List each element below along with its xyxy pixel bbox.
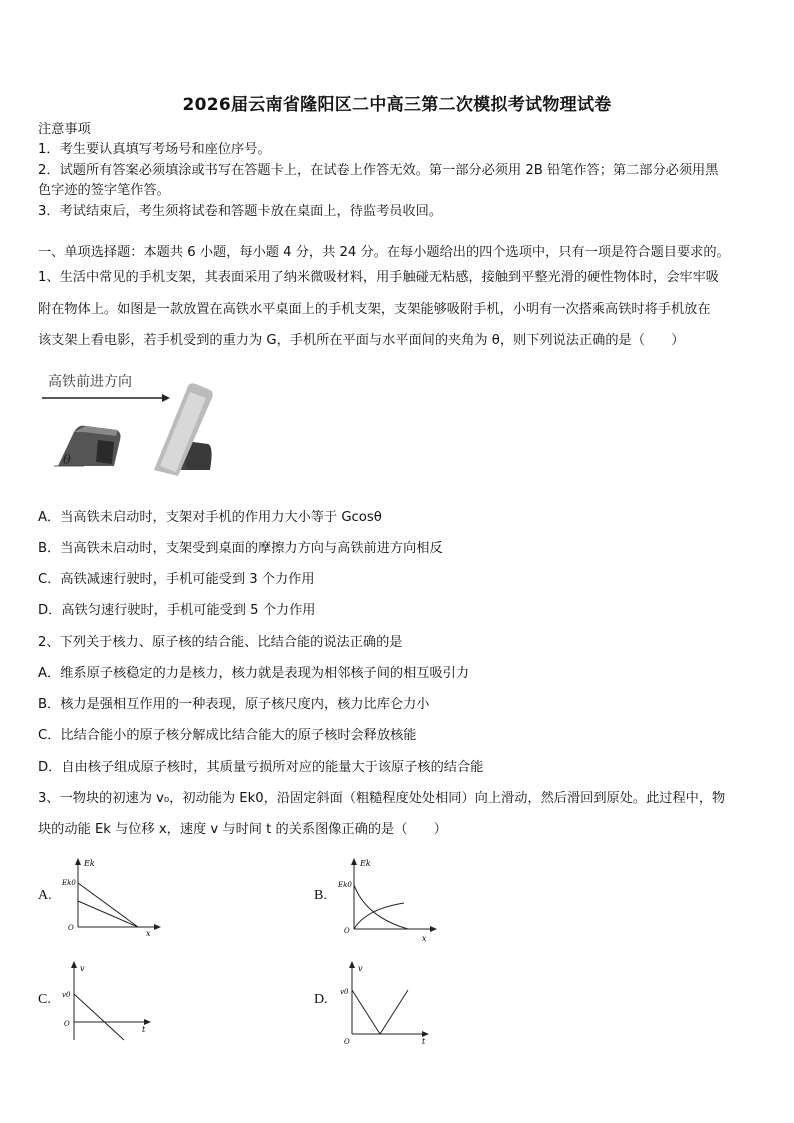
graph-d [336,960,436,1048]
q1-option-b: B．当高铁未启动时，支架受到桌面的摩擦力方向与高铁前进方向相反 [38,541,443,556]
graph-c [60,960,160,1042]
origin-label: O [68,924,74,932]
x-axis-label: t [142,1025,146,1034]
phone-holder-figure [38,370,218,478]
y0-label: Ek0 [62,879,76,887]
q2-option-d: D．自由核子组成原子核时，其质量亏损所对应的能量大于该原子核的结合能 [38,760,484,775]
notice-item: 2．试题所有答案必须填涂或书写在答题卡上，在试卷上作答无效。第一部分必须用 2B 铅笔作答；第二部分必须用黑 [38,163,719,178]
section-heading: 一、单项选择题：本题共 6 小题，每小题 4 分，共 24 分。在每小题给出的四个选项中，只有一项是符合题目要求的。 [38,245,730,260]
notice-heading: 注意事项 [38,122,91,137]
q2-option-b: B．核力是强相互作用的一种表现，原子核尺度内，核力比库仑力小 [38,697,430,712]
q2-stem: 2、下列关于核力、原子核的结合能、比结合能的说法正确的是 [38,635,403,650]
q1-option-c: C．高铁减速行驶时，手机可能受到 3 个力作用 [38,572,315,587]
origin-label: O [64,1020,70,1028]
y-axis-label: v [358,964,363,973]
graph-a-label: A. [38,888,52,903]
x-axis-label: x [146,929,151,938]
graph-b [336,855,446,943]
q1-option-d: D．高铁匀速行驶时，手机可能受到 5 个力作用 [38,603,316,618]
origin-label: O [344,1038,350,1046]
graph-a [60,855,170,940]
y-axis-label: v [80,964,85,973]
q1-stem-line: 附在物体上。如图是一款放置在高铁水平桌面上的手机支架，支架能够吸附手机，小明有一次搭乘高铁时将手机放在 [38,302,711,317]
velocity-line [74,994,124,1040]
notice-item: 色字迹的签字笔作答。 [38,183,170,198]
curve-decay [354,885,408,929]
y-axis-label: Ek [360,859,371,868]
y0-label: v0 [340,988,349,996]
q1-stem-line: 1、生活中常见的手机支架，其表面采用了纳米微吸材料，用手触碰无粘感，接触到平整光滑的硬性物体时，会牢牢吸 [38,270,719,285]
q2-option-c: C．比结合能小的原子核分解成比结合能大的原子核时会释放核能 [38,728,417,743]
graph-c-label: C. [38,992,51,1007]
notice-item: 3．考试结束后，考生须将试卷和答题卡放在桌面上，待监考员收回。 [38,204,443,219]
notice-item: 1．考生要认真填写考场号和座位序号。 [38,142,271,157]
y0-label: Ek0 [338,881,352,889]
q2-option-a: A．维系原子核稳定的力是核力，核力就是表现为相邻核子间的相互吸引力 [38,666,470,681]
y-axis-label: Ek [84,859,95,868]
direction-arrow-head [162,394,170,402]
y0-label: v0 [62,991,71,999]
x-axis-label: t [422,1037,426,1046]
q1-stem-line: 该支架上看电影，若手机受到的重力为 G，手机所在平面与水平面间的夹角为 θ，则下列说法正确的是（ ） [38,333,685,348]
graph-d-label: D. [314,992,328,1007]
x-axis-label: x [422,934,427,943]
q3-stem-line: 块的动能 Ek 与位移 x，速度 v 与时间 t 的关系图像正确的是（ ） [38,822,447,837]
angle-label: θ [63,453,71,468]
q1-option-a: A．当高铁未启动时，支架对手机的作用力大小等于 Gcosθ [38,510,382,525]
speed-line [352,990,408,1034]
origin-label: O [344,927,350,935]
direction-label: 高铁前进方向 [48,374,132,390]
graph-b-label: B. [314,888,327,903]
exam-title: 2026届云南省隆阳区二中高三第二次模拟考试物理试卷 [182,95,612,115]
q3-stem-line: 3、一物块的初速为 v₀，初动能为 Ek0，沿固定斜面（粗糙程度处处相同）向上滑动，然后滑回到原处。此过程中，物 [38,791,726,806]
